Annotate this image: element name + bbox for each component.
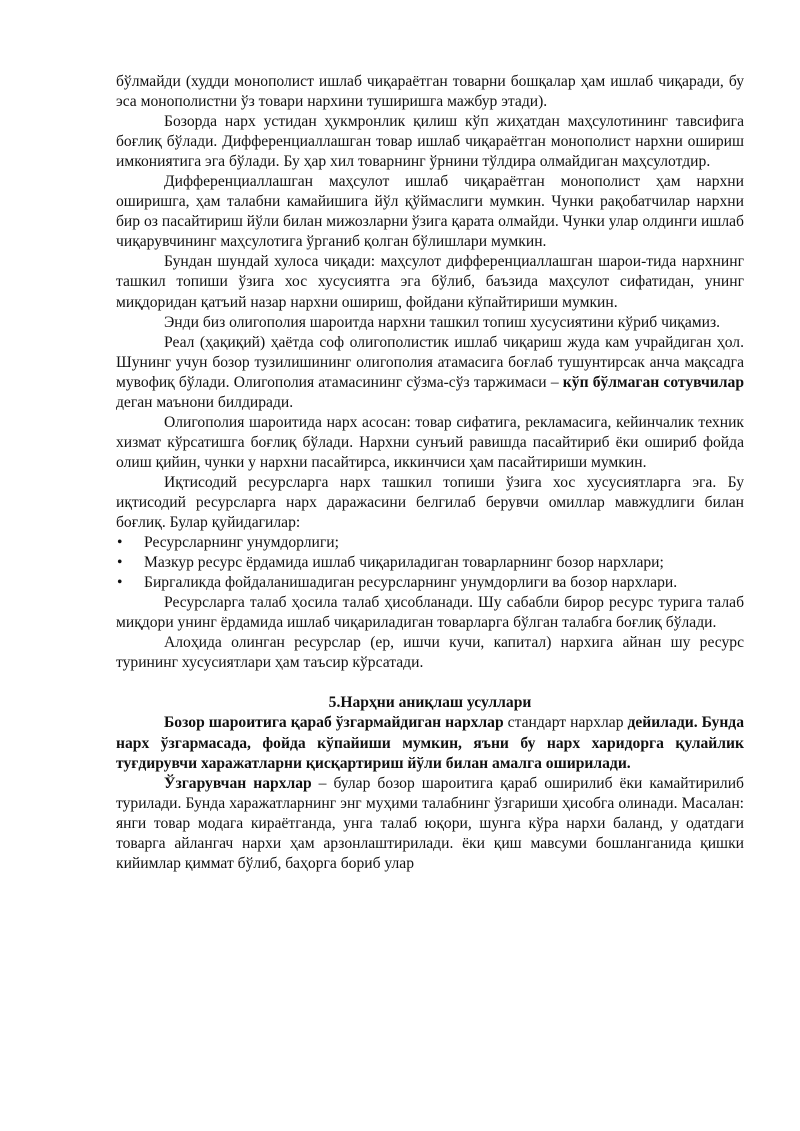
paragraph-resource-features: Алоҳида олинган ресурслар (ер, ишчи кучи, капитал) нархига айнан шу ресурс турининг хусусиятлари ҳам таъсир кўрсатади. xyxy=(116,634,744,672)
variable-prices-term: Ўзгарувчан нархлар xyxy=(164,774,312,792)
paragraph-differentiated-product: Дифференциаллашган маҳсулот ишлаб чиқараётган монополист ҳам нархни оширишга, ҳам талабни камайишига йўл қўймаслиги мумкин. Чунки рақобатчилар нархни бир оз пасайтириш йўли билан мижозларни ўзига қарата олмайди. Чунки улар олдинги ишлаб чиқарувчининг маҳсулотига ўрганиб қолган бўлишлари мумкин. xyxy=(116,173,744,251)
paragraph-standard-prices xyxy=(116,713,744,773)
factor-list xyxy=(116,533,744,593)
list-item xyxy=(116,553,744,573)
paragraph-oligopoly-pricing: Олигополия шароитида нарх асосан: товар сифатига, рекламасига, кейинчалик техник хизмат кўрсатишга боғлиқ бўлади. Нархни сунъий равишда пасайтириб ёки ошириб фойда олиш қийин, чунки у нархни пасайтирса, иккинчиси ҳам пасайтириши мумкин. xyxy=(116,413,744,471)
paragraph-resource-pricing: Иқтисодий ресурсларга нарх ташкил топиши ўзига хос хусусиятларга эга. Бу иқтисодий ресурсларга нарх даражасини белгилаб берувчи омиллар мавжудлиги билан боғлиқ. Булар қуйидагилар: xyxy=(116,473,744,532)
paragraph-conclusion: Бундан шундай хулоса чиқади: маҳсулот дифференциаллашган шарои-тида нархнинг ташкил топиши ўзига хос хусусиятга эга бўлиб, баъзида маҳсулот сифатидан, унинг миқдоридан қатъий назар нархни ошириш, фойдани кўпайтириши мумкин. xyxy=(116,253,744,311)
list-item-text: Ресурсларнинг унумдорлиги; xyxy=(144,534,339,552)
section-heading: 5.Нарҳни аниқлаш усуллари xyxy=(328,694,532,712)
paragraph-price-dominance: Бозорда нарх устидан ҳукмронлик қилиш кўп жиҳатдан маҳсулотининг тавсифига боғлиқ бўлади. Дифференциаллашган товар ишлаб чиқараётган монополист нархни ошириш имкониятига эга бўлади. Бу ҳар хил товарнинг ўрнини тўлдира олмайдиган маҳсулотдир. xyxy=(116,113,744,171)
list-item xyxy=(116,533,744,553)
standard-prices-explanation: дейилади. Бунда нарх ўзгармасада, фойда кўпайиши мумкин, яъни бу нарх харидорга қулайлик туғдирувчи харажатларни қисқартириш йўли билан амалга оширилади. xyxy=(116,714,744,772)
paragraph-derived-demand: Ресурсларга талаб ҳосила талаб ҳисобланади. Шу сабабли бирор ресурс турига талаб миқдори унинг ёрдамида ишлаб чиқариладиган товарларга бўлган талабга боғлиқ бўлади. xyxy=(116,594,744,632)
oligopoly-text-before: Реал (ҳақиқий) ҳаётда соф олигополистик ишлаб чиқариш жуда кам учрайдиган ҳол. Шунинг учун бозор тузилишининг олигополия атамасига боғлаб тушунтирсак анча мақсадга мувофиқ бўлади. Олигополия атамасининг сўзма-сўз таржимаси – xyxy=(116,333,744,391)
bullet-icon: • xyxy=(117,554,123,572)
list-item-text: Биргаликда фойдаланишадиган ресурсларнинг унумдорлиги ва бозор нархлари. xyxy=(144,574,678,592)
paragraph-oligopoly-intro: Энди биз олигополия шароитда нархни ташкил топиш хусусиятини кўриб чиқамиз. xyxy=(164,313,721,331)
variable-prices-text: – булар бозор шароитига қараб оширилиб ёки камайтирилиб турилади. Бунда харажатларнинг энг муҳими талабнинг ўзгариши ҳисобга олинади. Масалан: янги товар модага кираётганда, унга талаб юқори, шунга кўра нархи баланд, у одатдаги товарга айлангач нархи ҳам арзонлаштирилади. ёки қиш мавсуми бошланганида қишки кийимлар қиммат бўлиб, баҳорга бориб улар xyxy=(116,774,744,872)
document-page xyxy=(116,72,744,874)
oligopoly-text-after: деган маънони билдиради. xyxy=(116,393,294,411)
bullet-icon: • xyxy=(117,534,123,552)
standard-prices-text: стандарт нархлар xyxy=(503,714,628,732)
list-item xyxy=(116,573,744,593)
paragraph-oligopoly-definition xyxy=(116,333,744,413)
list-item-text: Мазкур ресурс ёрдамида ишлаб чиқариладиган товарларнинг бозор нархлари; xyxy=(144,554,664,572)
standard-prices-term: Бозор шароитига қараб ўзгармайдиган нархлар xyxy=(164,714,504,732)
bullet-icon: • xyxy=(117,574,123,592)
oligopoly-term-bold: кўп бўлмаган сотувчилар xyxy=(562,373,744,391)
paragraph-monopolist-continued: бўлмайди (худди монополист ишлаб чиқараётган товарни бошқалар ҳам ишлаб чиқаради, бу эса монополистни ўз товари нархини туширишга мажбур этади). xyxy=(116,73,744,111)
paragraph-variable-prices xyxy=(116,774,744,874)
